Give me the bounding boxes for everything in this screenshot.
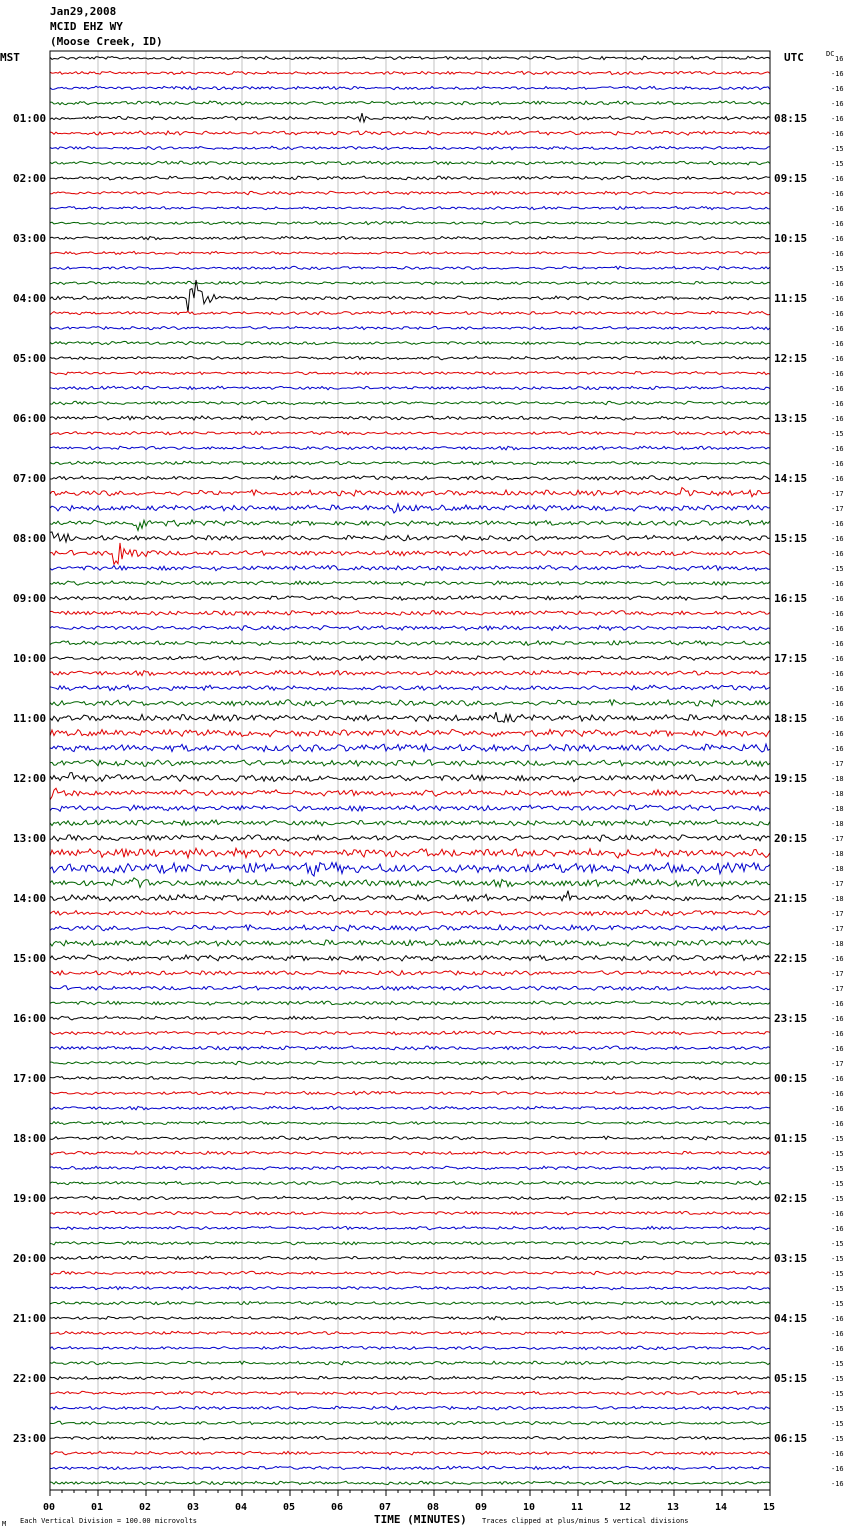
seismic-trace bbox=[50, 596, 770, 600]
seismic-trace bbox=[50, 863, 770, 877]
dc-offset-label: -16 bbox=[831, 1000, 844, 1008]
mst-hour-label: 13:00 bbox=[13, 832, 47, 845]
dc-offset-label: -16 bbox=[831, 355, 844, 363]
dc-offset-label: -16 bbox=[831, 655, 844, 663]
utc-hour-label: 01:15 bbox=[774, 1132, 808, 1145]
seismic-trace bbox=[50, 760, 770, 766]
seismic-trace bbox=[50, 1091, 770, 1095]
utc-hour-label: 14:15 bbox=[774, 472, 808, 485]
seismic-trace bbox=[50, 543, 770, 564]
mst-hour-label: 04:00 bbox=[13, 292, 47, 305]
seismic-trace bbox=[50, 1331, 770, 1334]
seismic-trace bbox=[50, 641, 770, 646]
dc-offset-label: -16 bbox=[831, 415, 844, 423]
seismic-trace bbox=[50, 532, 770, 542]
dc-offset-label: -15 bbox=[831, 1420, 844, 1428]
dc-offset-label: -16 bbox=[831, 700, 844, 708]
seismic-trace bbox=[50, 113, 770, 122]
dc-offset-label: -18 bbox=[831, 790, 844, 798]
seismic-trace bbox=[50, 1271, 770, 1274]
seismic-trace bbox=[50, 1376, 770, 1379]
seismic-trace bbox=[50, 251, 770, 254]
corner-mark: M bbox=[2, 1520, 7, 1528]
time-axis bbox=[43, 1490, 775, 1513]
seismic-trace bbox=[50, 161, 770, 165]
dc-offset-label: -15 bbox=[831, 1150, 844, 1158]
seismic-trace bbox=[50, 986, 770, 991]
dc-offset-label: -16 bbox=[831, 670, 844, 678]
dc-offset-label: -16 bbox=[831, 595, 844, 603]
dc-offset-label: -16 bbox=[831, 1120, 844, 1128]
utc-hour-label: 19:15 bbox=[774, 772, 808, 785]
seismic-trace bbox=[50, 446, 770, 450]
dc-offset-label: -15 bbox=[831, 1135, 844, 1143]
dc-offset-label: -17 bbox=[831, 985, 844, 993]
dc-offset-label: -17 bbox=[831, 835, 844, 843]
dc-offset-label: -16 bbox=[831, 535, 844, 543]
seismic-trace bbox=[50, 1256, 770, 1260]
x-tick-label: 13 bbox=[667, 1502, 680, 1513]
seismic-trace bbox=[50, 712, 770, 722]
seismic-trace bbox=[50, 1196, 770, 1199]
x-tick-label: 01 bbox=[91, 1502, 104, 1513]
mst-hour-label: 18:00 bbox=[13, 1132, 47, 1145]
dc-offset-label: -15 bbox=[831, 1435, 844, 1443]
dc-offset-label: -16 bbox=[831, 475, 844, 483]
dc-offset-label: -18 bbox=[831, 775, 844, 783]
dc-offset-label: -16 bbox=[831, 370, 844, 378]
dc-offset-label: -16 bbox=[831, 1450, 844, 1458]
utc-hour-label: 23:15 bbox=[774, 1012, 808, 1025]
seismic-trace bbox=[50, 1136, 770, 1140]
seismic-trace bbox=[50, 955, 770, 961]
dc-offset-label: -16 bbox=[831, 460, 844, 468]
seismic-trace bbox=[50, 1421, 770, 1425]
grid-layer bbox=[98, 51, 722, 1490]
utc-hour-label: 17:15 bbox=[774, 652, 808, 665]
dc-offset-label: -16 bbox=[831, 1480, 844, 1488]
seismic-trace bbox=[50, 1106, 770, 1110]
mst-hour-label: 12:00 bbox=[13, 772, 47, 785]
dc-offset-label: -16 bbox=[831, 325, 844, 333]
dc-offset-label: -15 bbox=[831, 145, 844, 153]
header-location: (Moose Creek, ID) bbox=[50, 35, 163, 48]
dc-offset-label: -15 bbox=[831, 160, 844, 168]
dc-offset-label: -15 bbox=[831, 1390, 844, 1398]
utc-hour-label: 10:15 bbox=[774, 232, 808, 245]
utc-hour-label: 13:15 bbox=[774, 412, 808, 425]
seismic-trace bbox=[50, 1226, 770, 1230]
seismic-trace bbox=[50, 431, 770, 435]
dc-offset-label: -15 bbox=[831, 1240, 844, 1248]
mst-hour-label: 08:00 bbox=[13, 532, 47, 545]
dc-offset-label: -16 bbox=[831, 685, 844, 693]
mst-hour-label: 16:00 bbox=[13, 1012, 47, 1025]
dc-offset-label: -17 bbox=[831, 490, 844, 498]
dc-offset-label: -16 bbox=[831, 445, 844, 453]
dc-offset-label: -16 bbox=[831, 625, 844, 633]
footer-clip-note: Traces clipped at plus/minus 5 vertical divisions bbox=[482, 1517, 689, 1525]
seismic-trace bbox=[50, 476, 770, 480]
dc-offset-label: -16 bbox=[831, 1315, 844, 1323]
seismic-trace bbox=[50, 1151, 770, 1155]
seismic-trace bbox=[50, 656, 770, 661]
dc-offset-label: -16 bbox=[831, 1015, 844, 1023]
dc-offset-label: -16 bbox=[831, 610, 844, 618]
seismic-trace bbox=[50, 311, 770, 315]
seismic-trace bbox=[50, 1451, 770, 1455]
dc-offset-label: -16 bbox=[831, 730, 844, 738]
seismic-trace bbox=[50, 1301, 770, 1305]
utc-hour-label: 09:15 bbox=[774, 172, 808, 185]
x-tick-label: 02 bbox=[139, 1502, 152, 1513]
dc-offset-label: -18 bbox=[831, 940, 844, 948]
x-tick-label: 09 bbox=[475, 1502, 488, 1513]
mst-hour-label: 19:00 bbox=[13, 1192, 47, 1205]
dc-offset-label: -15 bbox=[831, 565, 844, 573]
x-tick-label: 15 bbox=[763, 1502, 776, 1513]
seismic-trace bbox=[50, 925, 770, 931]
seismic-trace bbox=[50, 1181, 770, 1185]
utc-hour-label: 05:15 bbox=[774, 1372, 808, 1385]
utc-hour-label: 11:15 bbox=[774, 292, 808, 305]
seismic-trace bbox=[50, 1016, 770, 1020]
seismic-trace bbox=[50, 1031, 770, 1035]
seismic-trace bbox=[50, 326, 770, 329]
seismic-trace bbox=[50, 281, 770, 284]
seismic-trace bbox=[50, 700, 770, 707]
utc-hour-label: 22:15 bbox=[774, 952, 808, 965]
utc-label: UTC bbox=[784, 51, 804, 64]
x-tick-label: 03 bbox=[187, 1502, 200, 1513]
seismic-trace bbox=[50, 1001, 770, 1005]
dc-offset-label: -16 bbox=[831, 70, 844, 78]
seismic-trace bbox=[50, 820, 770, 826]
dc-offset-label: -16 bbox=[831, 190, 844, 198]
seismic-trace bbox=[50, 805, 770, 811]
mst-label: MST bbox=[0, 51, 20, 64]
dc-offset-label: -16 bbox=[831, 1330, 844, 1338]
seismic-trace bbox=[50, 372, 770, 375]
mst-hour-label: 10:00 bbox=[13, 652, 47, 665]
utc-hour-label: 16:15 bbox=[774, 592, 808, 605]
seismic-trace bbox=[50, 86, 770, 89]
x-tick-label: 12 bbox=[619, 1502, 632, 1513]
seismic-trace bbox=[50, 356, 770, 360]
dc-offset-label: -15 bbox=[831, 1255, 844, 1263]
seismic-trace bbox=[50, 1436, 770, 1440]
dc-offset-label: -16 bbox=[831, 235, 844, 243]
mst-hour-label: 03:00 bbox=[13, 232, 47, 245]
seismic-trace bbox=[50, 520, 770, 531]
mst-hour-label: 06:00 bbox=[13, 412, 47, 425]
dc-offset-label: -16 bbox=[831, 1075, 844, 1083]
dc-offset-label: -17 bbox=[831, 760, 844, 768]
dc-offset-label: -16 bbox=[831, 640, 844, 648]
seismic-trace bbox=[50, 581, 770, 585]
dc-offset-label: -17 bbox=[831, 970, 844, 978]
seismic-trace bbox=[50, 1406, 770, 1410]
dc-offset-label: -16 bbox=[831, 205, 844, 213]
dc-offset-label: -16 bbox=[831, 295, 844, 303]
seismic-trace bbox=[50, 685, 770, 690]
utc-hour-label: 04:15 bbox=[774, 1312, 808, 1325]
mst-hour-label: 21:00 bbox=[13, 1312, 47, 1325]
mst-hour-label: 17:00 bbox=[13, 1072, 47, 1085]
seismic-trace bbox=[50, 848, 770, 858]
seismic-trace bbox=[50, 461, 770, 465]
dc-offset-label: -16 bbox=[831, 715, 844, 723]
dc-offset-label: -15 bbox=[831, 1300, 844, 1308]
mst-hour-label: 07:00 bbox=[13, 472, 47, 485]
seismic-trace bbox=[50, 1481, 770, 1485]
seismic-trace bbox=[50, 386, 770, 390]
seismic-trace bbox=[50, 146, 770, 150]
dc-offset-label: -17 bbox=[831, 1060, 844, 1068]
x-tick-label: 04 bbox=[235, 1502, 248, 1513]
mst-hour-label: 02:00 bbox=[13, 172, 47, 185]
dc-offset-label: -17 bbox=[831, 880, 844, 888]
x-tick-label: 00 bbox=[43, 1502, 56, 1513]
dc-offset-label: -18 bbox=[831, 895, 844, 903]
mst-hour-label: 11:00 bbox=[13, 712, 47, 725]
x-tick-label: 11 bbox=[571, 1502, 584, 1513]
seismic-trace bbox=[50, 1241, 770, 1245]
seismic-trace bbox=[50, 1121, 770, 1124]
seismic-trace bbox=[50, 71, 770, 74]
mst-hour-label: 20:00 bbox=[13, 1252, 47, 1265]
x-tick-label: 05 bbox=[283, 1502, 296, 1513]
dc-offset-label: -17 bbox=[831, 925, 844, 933]
x-tick-label: 06 bbox=[331, 1502, 344, 1513]
dc-offset-label: -16 bbox=[831, 1210, 844, 1218]
seismic-trace bbox=[50, 835, 770, 841]
seismic-trace bbox=[50, 1316, 770, 1320]
seismic-trace bbox=[50, 280, 770, 312]
footer-scale-note: Each Vertical Division = 100.00 microvolts bbox=[20, 1517, 198, 1525]
seismic-trace bbox=[50, 101, 770, 105]
seismic-trace bbox=[50, 729, 770, 736]
utc-hour-label: 21:15 bbox=[774, 892, 808, 905]
seismic-trace bbox=[50, 401, 770, 404]
dc-offset-label: -15 bbox=[831, 1360, 844, 1368]
dc-offset-label: -15 bbox=[831, 1285, 844, 1293]
seismic-trace bbox=[50, 773, 770, 782]
dc-offset-label: -16 bbox=[831, 1225, 844, 1233]
dc-offset-label: -16 bbox=[831, 1045, 844, 1053]
seismic-trace bbox=[50, 611, 770, 616]
utc-hour-label: 03:15 bbox=[774, 1252, 808, 1265]
dc-offset-label: -15 bbox=[831, 1405, 844, 1413]
utc-hour-label: 18:15 bbox=[774, 712, 808, 725]
seismic-trace bbox=[50, 878, 770, 888]
dc-offset-label: -16 bbox=[831, 745, 844, 753]
dc-label: DC bbox=[826, 50, 835, 58]
seismic-trace bbox=[50, 626, 770, 631]
seismic-trace bbox=[50, 1061, 770, 1064]
dc-offset-label: -16 bbox=[831, 1030, 844, 1038]
mst-hour-label: 23:00 bbox=[13, 1432, 47, 1445]
dc-offset-label: -16 bbox=[831, 85, 844, 93]
seismic-trace bbox=[50, 236, 770, 239]
x-tick-label: 10 bbox=[523, 1502, 536, 1513]
seismic-trace bbox=[50, 1466, 770, 1470]
dc-offset-label: -18 bbox=[831, 850, 844, 858]
seismic-trace bbox=[50, 1391, 770, 1395]
dc-offset-label: -15 bbox=[831, 1375, 844, 1383]
dc-offset-layer bbox=[831, 55, 844, 1488]
dc-offset-label: -16 bbox=[831, 550, 844, 558]
utc-hour-label: 06:15 bbox=[774, 1432, 808, 1445]
utc-hour-label: 20:15 bbox=[774, 832, 808, 845]
dc-offset-label: -15 bbox=[831, 1180, 844, 1188]
dc-offset-label: -16 bbox=[831, 100, 844, 108]
seismic-trace bbox=[50, 1166, 770, 1170]
mst-hour-label: 15:00 bbox=[13, 952, 47, 965]
dc-offset-label: -18 bbox=[831, 805, 844, 813]
seismic-trace bbox=[50, 176, 770, 180]
dc-offset-label: -16 bbox=[831, 280, 844, 288]
seismic-trace bbox=[50, 1286, 770, 1290]
seismic-trace bbox=[50, 670, 770, 675]
dc-offset-label: -16 bbox=[831, 1465, 844, 1473]
seismic-trace bbox=[50, 940, 770, 946]
header-station: MCID EHZ WY bbox=[50, 20, 123, 33]
dc-offset-label: -16 bbox=[831, 250, 844, 258]
dc-offset-label: -18 bbox=[831, 820, 844, 828]
utc-hour-label: 12:15 bbox=[774, 352, 808, 365]
utc-hour-label: 02:15 bbox=[774, 1192, 808, 1205]
mst-hour-label: 09:00 bbox=[13, 592, 47, 605]
dc-offset-label: -18 bbox=[831, 865, 844, 873]
utc-hour-label: 08:15 bbox=[774, 112, 808, 125]
seismic-trace bbox=[50, 191, 770, 194]
seismic-trace bbox=[50, 131, 770, 135]
seismic-trace bbox=[50, 56, 770, 60]
dc-offset-label: -16 bbox=[831, 520, 844, 528]
dc-offset-label: -17 bbox=[831, 505, 844, 513]
seismic-trace bbox=[50, 207, 770, 210]
seismic-trace bbox=[50, 1211, 770, 1214]
dc-offset-label: 16 bbox=[835, 55, 844, 63]
seismic-trace bbox=[50, 488, 770, 497]
seismic-trace bbox=[50, 744, 770, 752]
utc-hour-label: 15:15 bbox=[774, 532, 808, 545]
seismic-trace bbox=[50, 1361, 770, 1365]
dc-offset-label: -17 bbox=[831, 910, 844, 918]
seismic-trace bbox=[50, 565, 770, 570]
x-tick-label: 14 bbox=[715, 1502, 728, 1513]
seismic-trace bbox=[50, 1076, 770, 1079]
seismic-trace bbox=[50, 504, 770, 513]
dc-offset-label: -16 bbox=[831, 1345, 844, 1353]
dc-offset-label: -16 bbox=[831, 580, 844, 588]
dc-offset-label: -15 bbox=[831, 430, 844, 438]
dc-offset-label: -16 bbox=[831, 1105, 844, 1113]
dc-offset-label: -16 bbox=[831, 175, 844, 183]
seismic-trace bbox=[50, 266, 770, 269]
mst-hour-label: 05:00 bbox=[13, 352, 47, 365]
x-tick-label: 08 bbox=[427, 1502, 440, 1513]
seismic-trace bbox=[50, 1046, 770, 1050]
dc-offset-label: -16 bbox=[831, 400, 844, 408]
dc-offset-label: -16 bbox=[831, 340, 844, 348]
dc-offset-label: -16 bbox=[831, 1090, 844, 1098]
dc-offset-label: -16 bbox=[831, 385, 844, 393]
seismic-trace bbox=[50, 910, 770, 916]
x-tick-label: 07 bbox=[379, 1502, 392, 1513]
seismic-trace bbox=[50, 341, 770, 344]
mst-hour-label: 14:00 bbox=[13, 892, 47, 905]
seismic-trace bbox=[50, 221, 770, 224]
dc-offset-label: -15 bbox=[831, 265, 844, 273]
dc-offset-label: -16 bbox=[831, 130, 844, 138]
seismic-trace bbox=[50, 416, 770, 420]
mst-hour-label: 22:00 bbox=[13, 1372, 47, 1385]
dc-offset-label: -15 bbox=[831, 1195, 844, 1203]
plot-frame bbox=[50, 51, 770, 1490]
x-axis-title: TIME (MINUTES) bbox=[374, 1513, 467, 1526]
seismic-trace bbox=[50, 1346, 770, 1350]
utc-hour-label: 00:15 bbox=[774, 1072, 808, 1085]
dc-offset-label: -16 bbox=[831, 220, 844, 228]
dc-offset-label: -16 bbox=[831, 955, 844, 963]
seismic-trace bbox=[50, 971, 770, 976]
traces-layer bbox=[50, 56, 770, 1485]
seismic-trace bbox=[50, 891, 770, 902]
dc-offset-label: -16 bbox=[831, 115, 844, 123]
dc-offset-label: -15 bbox=[831, 1165, 844, 1173]
seismic-trace bbox=[50, 788, 770, 800]
header-date: Jan29,2008 bbox=[50, 5, 117, 18]
mst-hour-label: 01:00 bbox=[13, 112, 47, 125]
dc-offset-label: -16 bbox=[831, 310, 844, 318]
dc-offset-label: -15 bbox=[831, 1270, 844, 1278]
